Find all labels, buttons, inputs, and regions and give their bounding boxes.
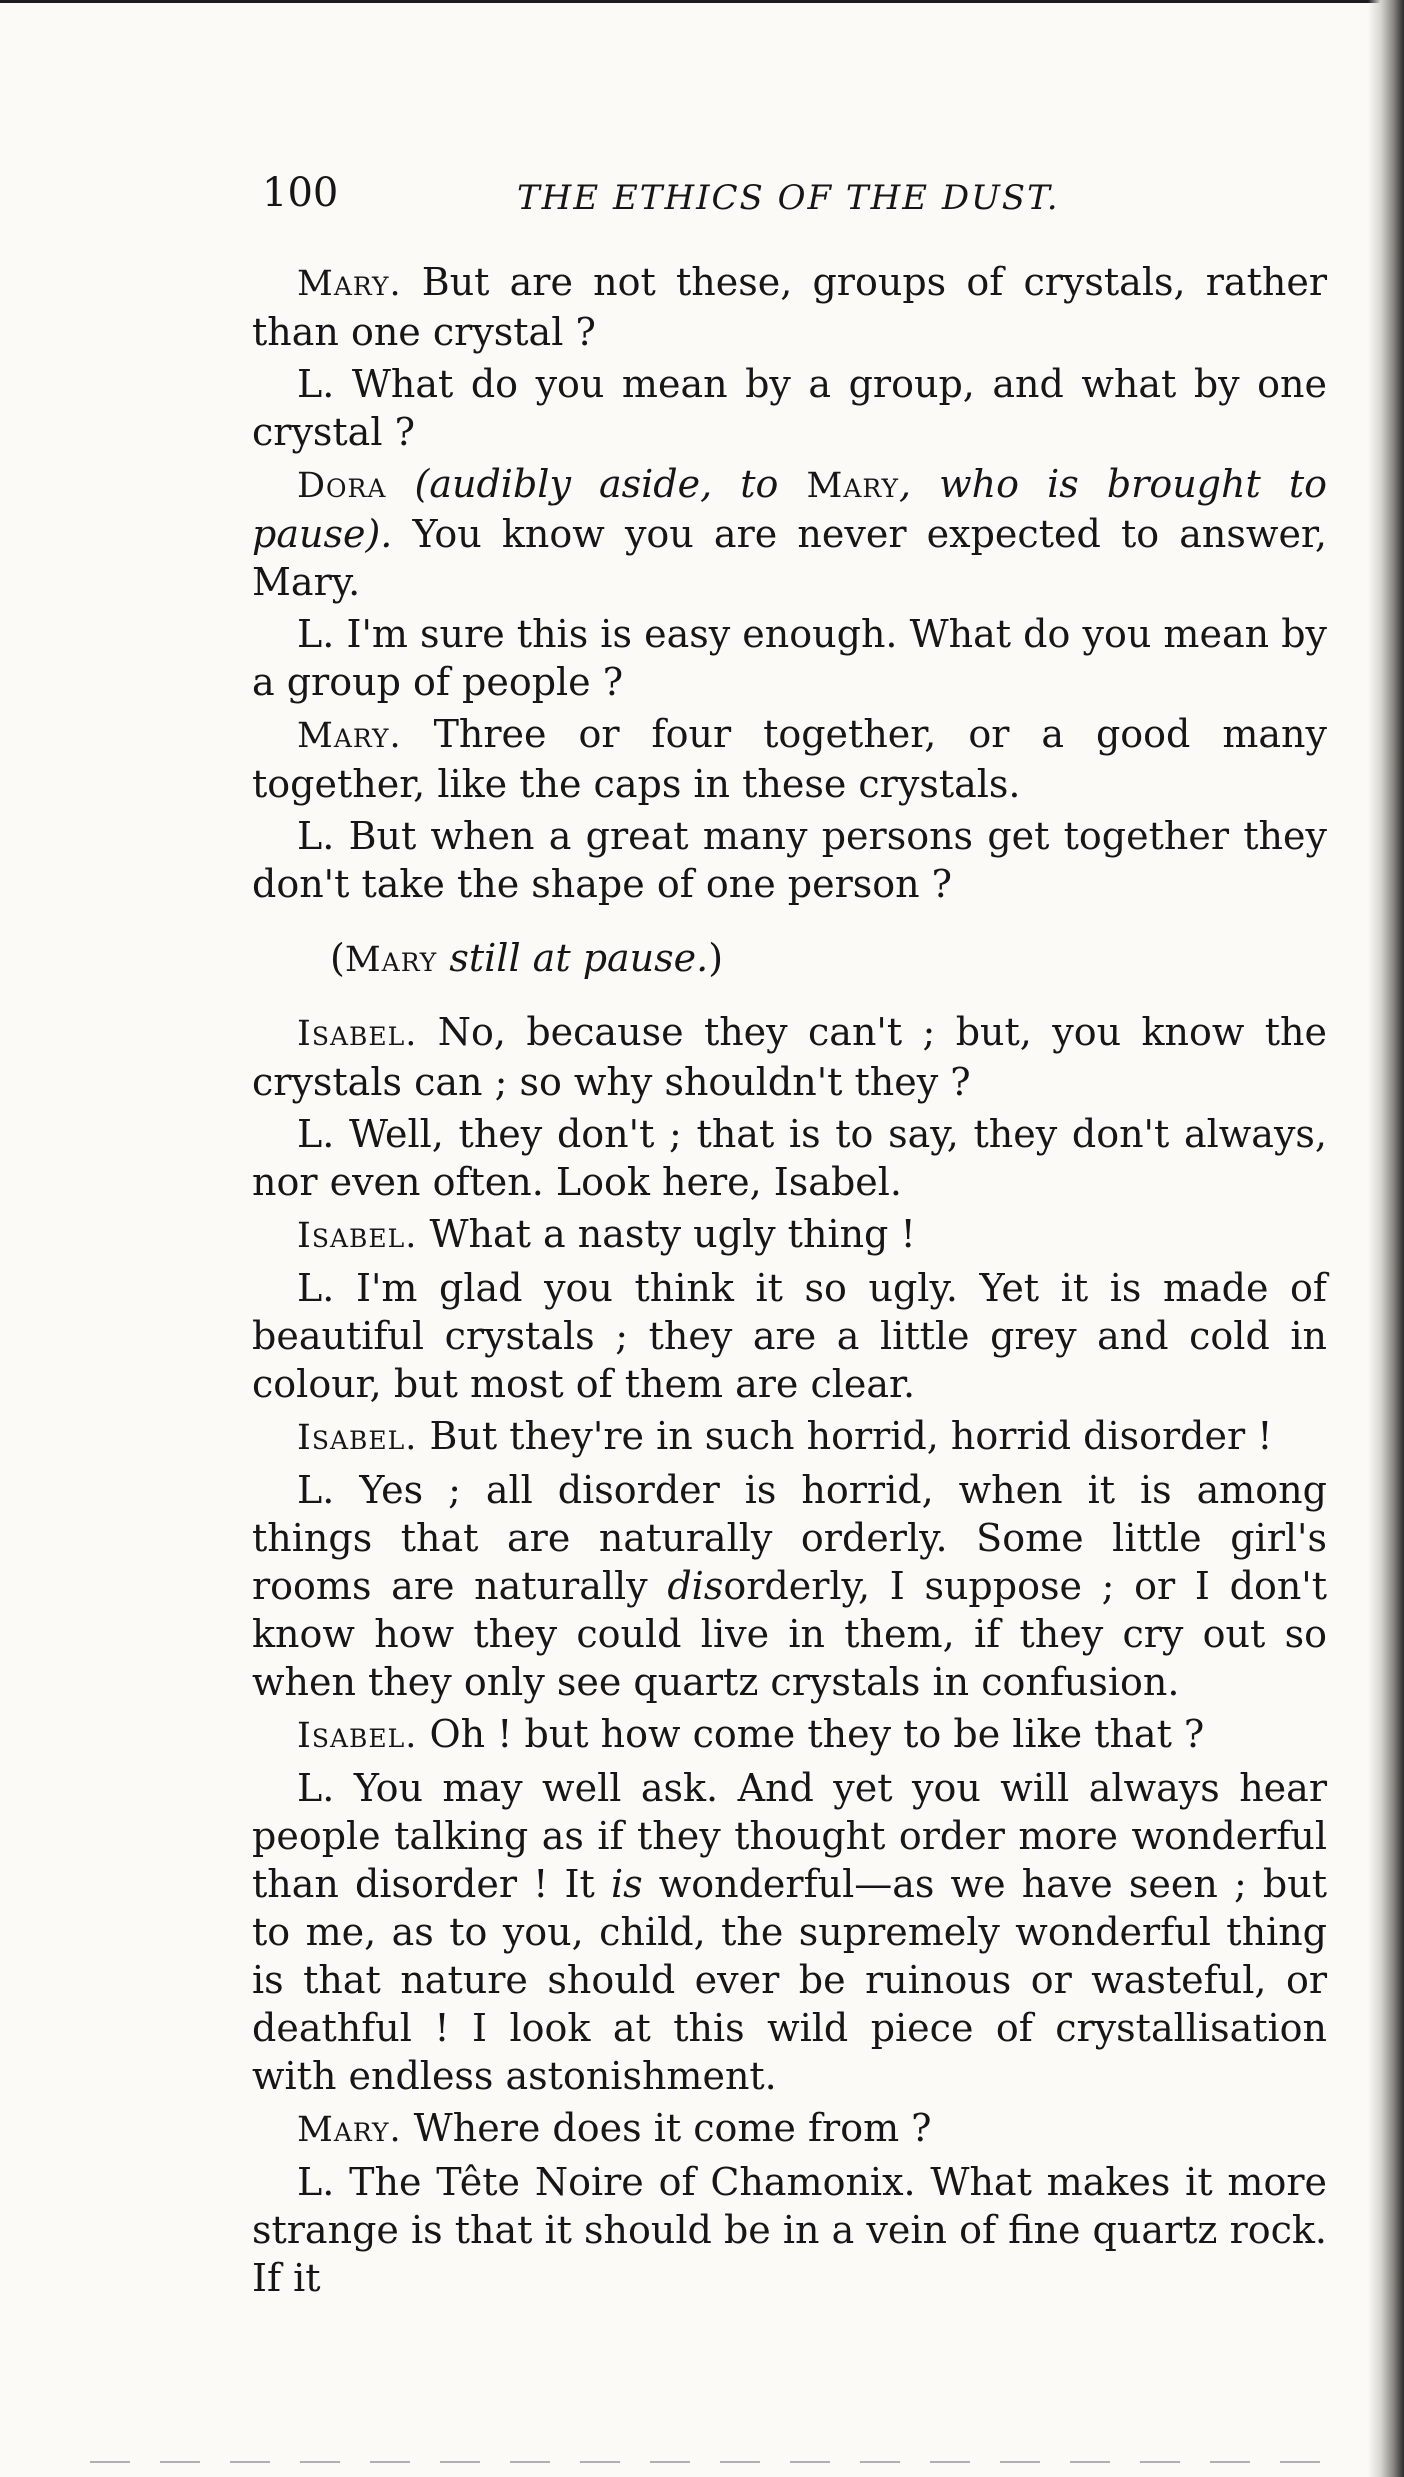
stage-aside-pre: (audibly aside, to — [414, 462, 807, 506]
stage-aside-post: , who is brought to pause). — [252, 462, 1327, 556]
running-title: THE ETHICS OF THE DUST. — [517, 178, 1060, 218]
speech-text: I'm sure this is easy enough. What do you mean by a group of people ? — [252, 612, 1327, 704]
speech-text: Three or four together, or a good many together, like the caps in these crystals. — [252, 712, 1327, 806]
dialogue-line — [252, 2104, 1327, 2154]
dialogue-line — [252, 1110, 1327, 1206]
page-bottom-scan-artifact — [90, 2461, 1330, 2463]
dialogue-line — [252, 460, 1327, 606]
speech-text: No, because they can't ; but, you know the crystals can ; so why shouldn't they ? — [252, 1010, 1327, 1104]
body-text — [252, 258, 1327, 2306]
speech-text-post: orderly, I suppose ; or I don't know how they could live in them, if they cry out so when they only see quartz crystals in confusion. — [252, 1564, 1328, 1704]
dialogue-line — [252, 258, 1327, 356]
speech-text: Well, they don't ; that is to say, they don't always, nor even often. Look here, Isabel. — [252, 1112, 1327, 1204]
speaker-name: Isabel. — [297, 1216, 418, 1256]
dialogue-line — [252, 710, 1327, 808]
stage-aside-name: Mary — [806, 466, 899, 506]
speech-text: The Tête Noire of Chamonix. What makes it more strange is that it should be in a vein of fine quartz rock. If it — [252, 2160, 1327, 2300]
dialogue-line — [252, 1210, 1327, 1260]
speech-text: What a nasty ugly thing ! — [429, 1212, 916, 1256]
page-number: 100 — [262, 170, 339, 216]
speech-text: But they're in such horrid, horrid disorder ! — [429, 1414, 1273, 1458]
speech-text-pre: You may well ask. And yet you will always hear people talking as if they thought order more wonderful than disorder ! It — [252, 1766, 1327, 1906]
speaker-name: L. — [297, 612, 335, 656]
dialogue-line — [252, 1264, 1327, 1408]
dialogue-line — [252, 610, 1327, 706]
speaker-name: Isabel. — [297, 1014, 418, 1054]
dialogue-line — [252, 812, 1327, 908]
speech-text: I'm glad you think it so ugly. Yet it is made of beautiful crystals ; they are a little grey and cold in colour, but most of them are clear. — [252, 1266, 1327, 1406]
speaker-name: Isabel. — [297, 1716, 418, 1756]
dialogue-line — [252, 2158, 1327, 2302]
dialogue-line — [252, 1008, 1327, 1106]
speech-text: But when a great many persons get together they don't take the shape of one person ? — [252, 814, 1327, 906]
speaker-name: L. — [297, 1468, 335, 1512]
speaker-name: Mary. — [297, 716, 402, 756]
speech-text: Where does it come from ? — [413, 2106, 932, 2150]
stage-name: Mary — [344, 940, 438, 980]
speech-text: What do you mean by a group, and what by one crystal ? — [252, 362, 1327, 454]
page-top-edge — [0, 0, 1404, 3]
speaker-name: L. — [297, 1112, 335, 1156]
speaker-name: L. — [297, 1766, 335, 1810]
speech-text: But are not these, groups of crystals, rather than one crystal ? — [252, 260, 1327, 354]
speech-emphasis: is — [610, 1862, 643, 1906]
dialogue-line — [252, 1710, 1327, 1760]
page-header — [262, 170, 1322, 220]
stage-open-paren: ( — [330, 936, 345, 980]
speaker-name: Isabel. — [297, 1418, 418, 1458]
speaker-name: L. — [297, 814, 335, 858]
stage-direction — [252, 934, 1327, 984]
speech-text: You know you are never expected to answer, Mary. — [252, 512, 1327, 604]
speech-emphasis: dis — [667, 1564, 724, 1608]
stage-close-paren: ) — [708, 936, 724, 980]
speaker-name: Mary. — [297, 2110, 402, 2150]
dialogue-line — [252, 1764, 1327, 2100]
speaker-name: Mary. — [297, 264, 402, 304]
stage-text: still at pause. — [449, 936, 709, 980]
dialogue-line — [252, 1466, 1327, 1706]
dialogue-line — [252, 1412, 1327, 1462]
speaker-name: L. — [297, 362, 335, 406]
speech-text-pre: Yes ; all disorder is horrid, when it is among things that are naturally orderly. Some little girl's rooms are naturally — [252, 1468, 1327, 1608]
speech-text-post: wonderful—as we have seen ; but to me, as to you, child, the supremely wonderful thing is that nature should ever be ruinous or wasteful, or deathful ! I look at this wild piece of crystallisation with endless astonishment. — [252, 1862, 1327, 2098]
speaker-name: Dora — [297, 466, 387, 506]
dialogue-line — [252, 360, 1327, 456]
page-binding-shadow — [1368, 0, 1404, 2477]
speech-text: Oh ! but how come they to be like that ? — [429, 1712, 1205, 1756]
speaker-name: L. — [297, 1266, 335, 1310]
speaker-name: L. — [297, 2160, 335, 2204]
